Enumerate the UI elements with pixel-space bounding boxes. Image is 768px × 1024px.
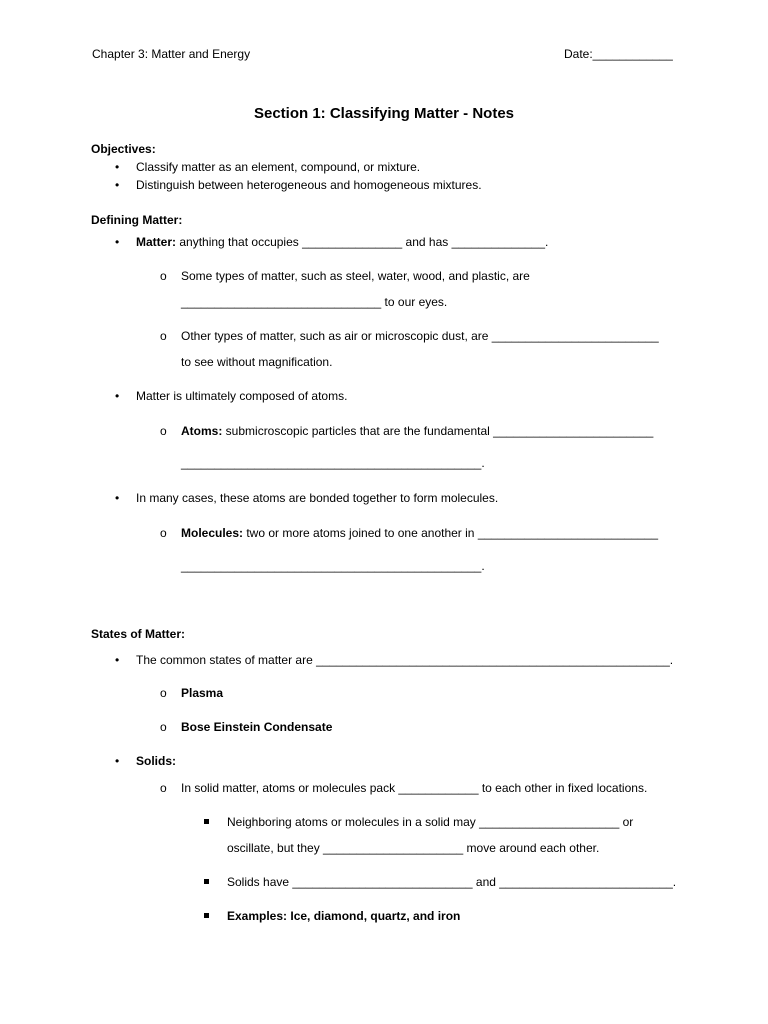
solids-examples: Examples: Ice, diamond, quartz, and iron [227,909,461,923]
solid-packing: In solid matter, atoms or molecules pack ____________ to each other in fixed locations. [181,781,648,795]
page-title: Section 1: Classifying Matter - Notes [253,105,515,122]
bullet-icon: • [115,178,120,192]
molecules-definition-text: two or more atoms joined to one another in ___________________________ [243,526,659,540]
sub-bullet-icon: o [160,269,167,283]
solids-have: Solids have ___________________________ and __________________________. [227,875,677,889]
molecules-blank-line: _____________________________________________. [181,559,485,573]
chapter-header: Chapter 3: Matter and Energy [92,47,251,61]
visible-matter-line2: ______________________________ to our eyes. [181,295,448,309]
solids-heading: Solids: [136,754,177,768]
bose-einstein-item: Bose Einstein Condensate [181,720,333,734]
common-states: The common states of matter are _____________________________________________________. [136,653,674,667]
sub-bullet-icon: o [160,781,167,795]
square-bullet-icon [204,913,209,918]
date-field: Date:____________ [564,47,673,61]
neighboring-line1: Neighboring atoms or molecules in a solid may _____________________ or [227,815,634,829]
molecules-definition [181,525,658,541]
molecules-term: Molecules: [181,526,244,540]
square-bullet-icon [204,879,209,884]
sub-bullet-icon: o [160,526,167,540]
atoms-bullet: Matter is ultimately composed of atoms. [136,389,348,403]
invisible-matter-line1: Other types of matter, such as air or microscopic dust, are _________________________ [181,329,659,343]
sub-bullet-icon: o [160,720,167,734]
molecules-bullet: In many cases, these atoms are bonded together to form molecules. [136,491,499,505]
defining-matter-heading: Defining Matter: [91,213,183,227]
square-bullet-icon [204,819,209,824]
sub-bullet-icon: o [160,424,167,438]
sub-bullet-icon: o [160,329,167,343]
atoms-blank-line: _____________________________________________. [181,456,485,470]
matter-definition-text: anything that occupies _______________ and has ______________. [176,235,549,249]
visible-matter-line1: Some types of matter, such as steel, water, wood, and plastic, are [181,269,530,283]
objective-item: Distinguish between heterogeneous and homogeneous mixtures. [136,178,482,192]
objective-item: Classify matter as an element, compound, or mixture. [136,160,421,174]
bullet-icon: • [115,235,120,249]
matter-definition [136,234,548,250]
neighboring-line2: oscillate, but they _____________________ move around each other. [227,841,600,855]
bullet-icon: • [115,160,120,174]
invisible-matter-line2: to see without magnification. [181,355,333,369]
objectives-heading: Objectives: [91,142,156,156]
matter-term: Matter: [136,235,177,249]
atoms-term: Atoms: [181,424,223,438]
bullet-icon: • [115,389,120,403]
atoms-definition-text: submicroscopic particles that are the fundamental ________________________ [222,424,654,438]
bullet-icon: • [115,754,120,768]
states-heading: States of Matter: [91,627,186,641]
plasma-item: Plasma [181,686,224,700]
bullet-icon: • [115,491,120,505]
sub-bullet-icon: o [160,686,167,700]
atoms-definition [181,423,653,439]
bullet-icon: • [115,653,120,667]
